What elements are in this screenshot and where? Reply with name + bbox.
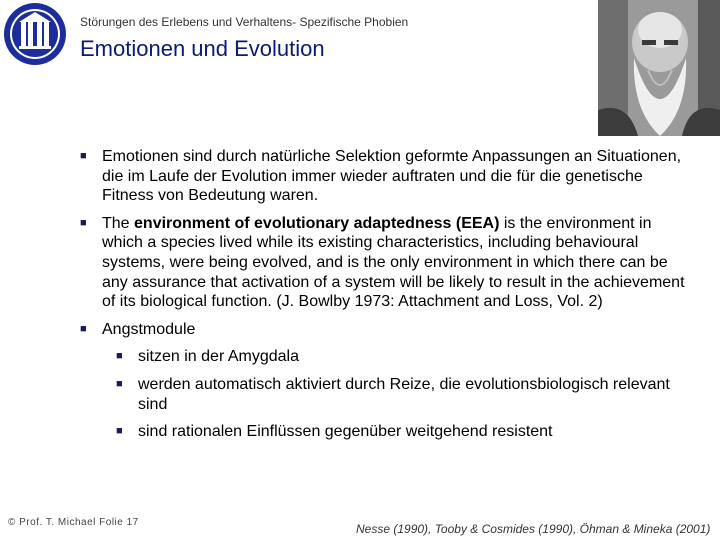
bullet-text: Angstmodule xyxy=(102,320,196,338)
footer-credit: © Prof. T. Michael Folie 17 xyxy=(8,517,139,528)
sub-bullet-item xyxy=(114,347,688,367)
sub-bullet-item xyxy=(114,375,688,414)
square-bullet-icon: ■ xyxy=(116,350,123,363)
sub-bullet-text: werden automatisch aktiviert durch Reize, die evolutionsbiologisch relevant sind xyxy=(138,375,670,413)
bullet-item xyxy=(78,320,688,340)
square-bullet-icon: ■ xyxy=(116,425,123,438)
header-subtitle: Störungen des Erlebens und Verhaltens- Spezifische Phobien xyxy=(80,15,409,29)
bullet-text-prefix: The xyxy=(102,214,135,232)
bullet-text-bold: environment of evolutionary adaptedness (EEA) xyxy=(134,214,500,232)
sub-bullet-text: sitzen in der Amygdala xyxy=(138,348,299,366)
footer-references: Nesse (1990), Tooby & Cosmides (1990), Öhman & Mineka (2001) xyxy=(356,522,711,536)
sub-bullet-text: sind rationalen Einflüssen gegenüber weitgehend resistent xyxy=(138,423,553,441)
bullet-text-rest: is the environment in which a species lived while its existing characteristics, including behavioural systems, were being evolved, and is the only environment in which there can be any assurance that activation of a system will be likely to result in the achievement of its biological function. (J. Bowlby 1973: Attachment and Loss, Vol. 2) xyxy=(102,214,685,311)
square-bullet-icon: ■ xyxy=(80,322,87,335)
bullet-item xyxy=(78,147,688,206)
university-logo-icon xyxy=(3,2,67,66)
sub-bullet-item xyxy=(114,422,688,442)
content-body xyxy=(78,147,688,450)
darwin-portrait-icon xyxy=(598,0,720,136)
bullet-text: Emotionen sind durch natürliche Selektion geformte Anpassungen an Situationen, die im Laufe der Evolution immer wieder auftraten und die für die genetische Fitness von Bedeutung waren. xyxy=(102,148,682,205)
bullet-item xyxy=(78,214,688,312)
square-bullet-icon: ■ xyxy=(80,150,87,162)
square-bullet-icon: ■ xyxy=(80,216,87,229)
page-title: Emotionen und Evolution xyxy=(80,36,325,61)
square-bullet-icon: ■ xyxy=(116,377,123,390)
